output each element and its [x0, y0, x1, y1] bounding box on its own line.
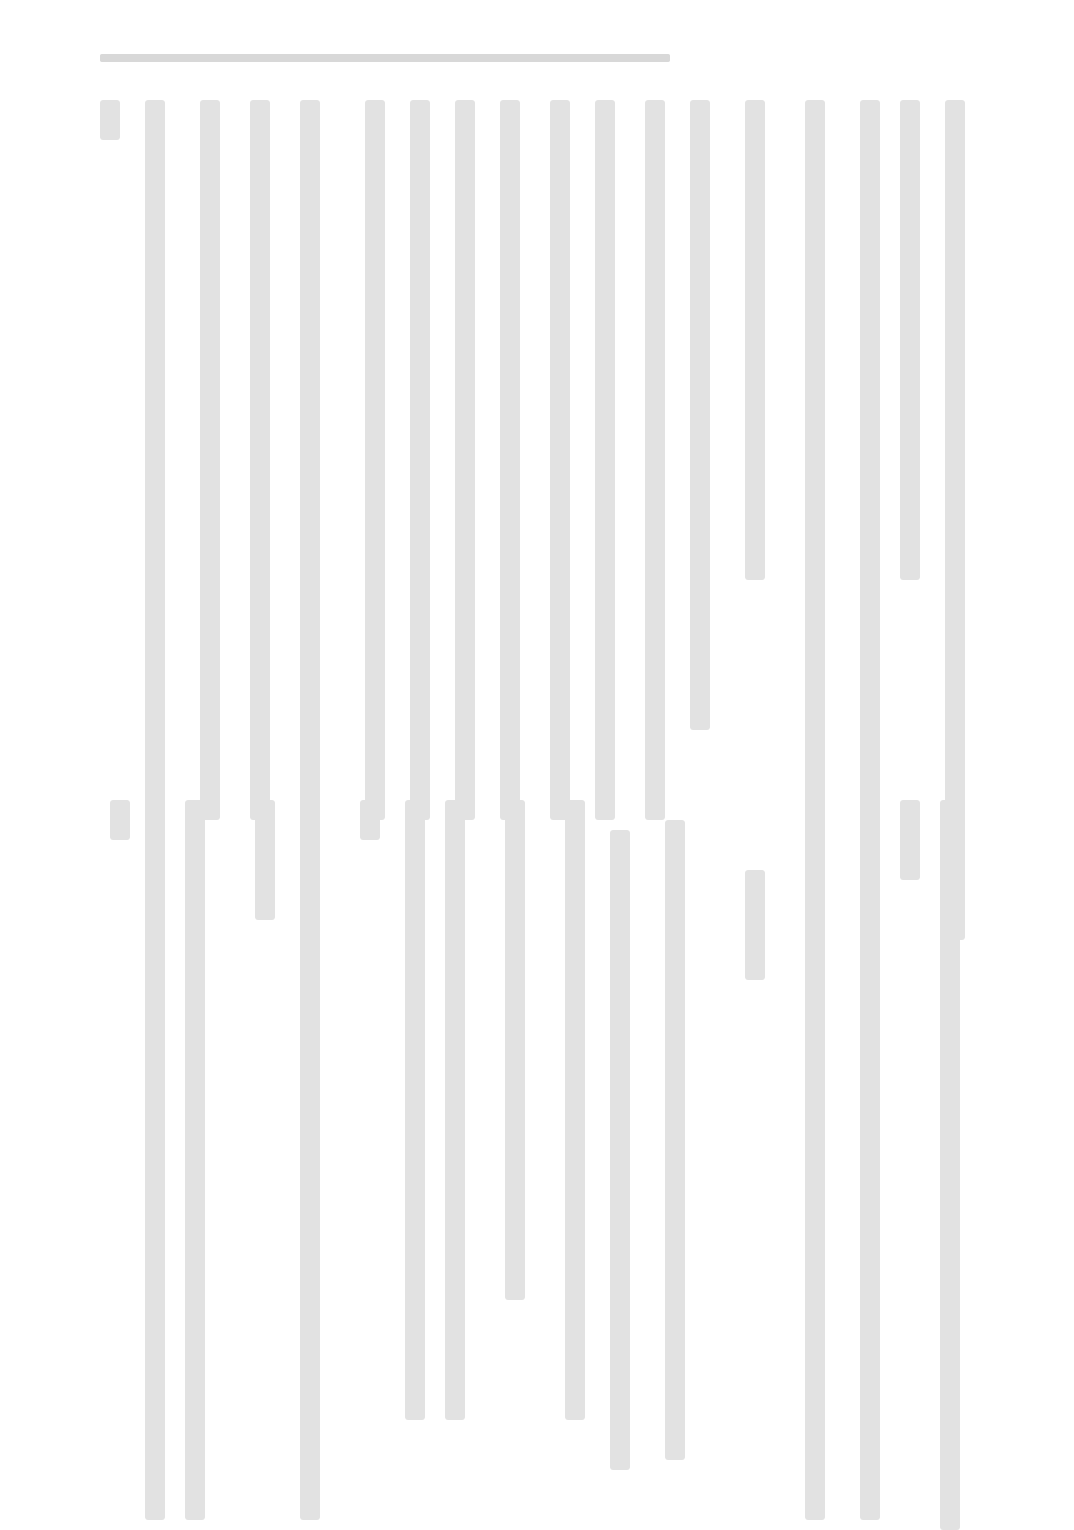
text-column-placeholder	[145, 100, 165, 820]
text-column-placeholder	[550, 100, 570, 820]
text-column-placeholder	[445, 800, 465, 1420]
text-column-placeholder	[145, 800, 165, 1520]
text-column-placeholder	[500, 100, 520, 820]
text-column-placeholder	[410, 100, 430, 820]
text-column-placeholder	[255, 800, 275, 920]
text-column-placeholder	[900, 800, 920, 880]
text-column-placeholder	[645, 100, 665, 820]
lower-text-block	[90, 790, 964, 1430]
text-column-placeholder	[805, 800, 825, 1520]
text-column-placeholder	[860, 100, 880, 820]
text-column-placeholder	[940, 800, 960, 1530]
text-column-placeholder	[860, 800, 880, 1520]
text-column-placeholder	[595, 100, 615, 820]
text-column-placeholder	[900, 100, 920, 580]
text-column-placeholder	[690, 100, 710, 730]
text-column-placeholder	[565, 800, 585, 1420]
text-column-placeholder	[250, 100, 270, 820]
text-column-placeholder	[405, 800, 425, 1420]
text-column-placeholder	[200, 100, 220, 820]
text-column-placeholder	[365, 100, 385, 820]
text-column-placeholder	[300, 100, 320, 820]
text-column-placeholder	[745, 100, 765, 580]
header-placeholder	[100, 54, 670, 62]
text-column-placeholder	[360, 800, 380, 840]
text-column-placeholder	[455, 100, 475, 820]
text-column-placeholder	[185, 800, 205, 1520]
text-column-placeholder	[100, 100, 120, 140]
text-column-placeholder	[805, 100, 825, 820]
text-column-placeholder	[745, 870, 765, 980]
text-column-placeholder	[610, 830, 630, 1470]
text-column-placeholder	[505, 800, 525, 1300]
text-column-placeholder	[665, 820, 685, 1460]
text-column-placeholder	[300, 800, 320, 1520]
text-column-placeholder	[110, 800, 130, 840]
upper-text-block	[90, 95, 964, 725]
